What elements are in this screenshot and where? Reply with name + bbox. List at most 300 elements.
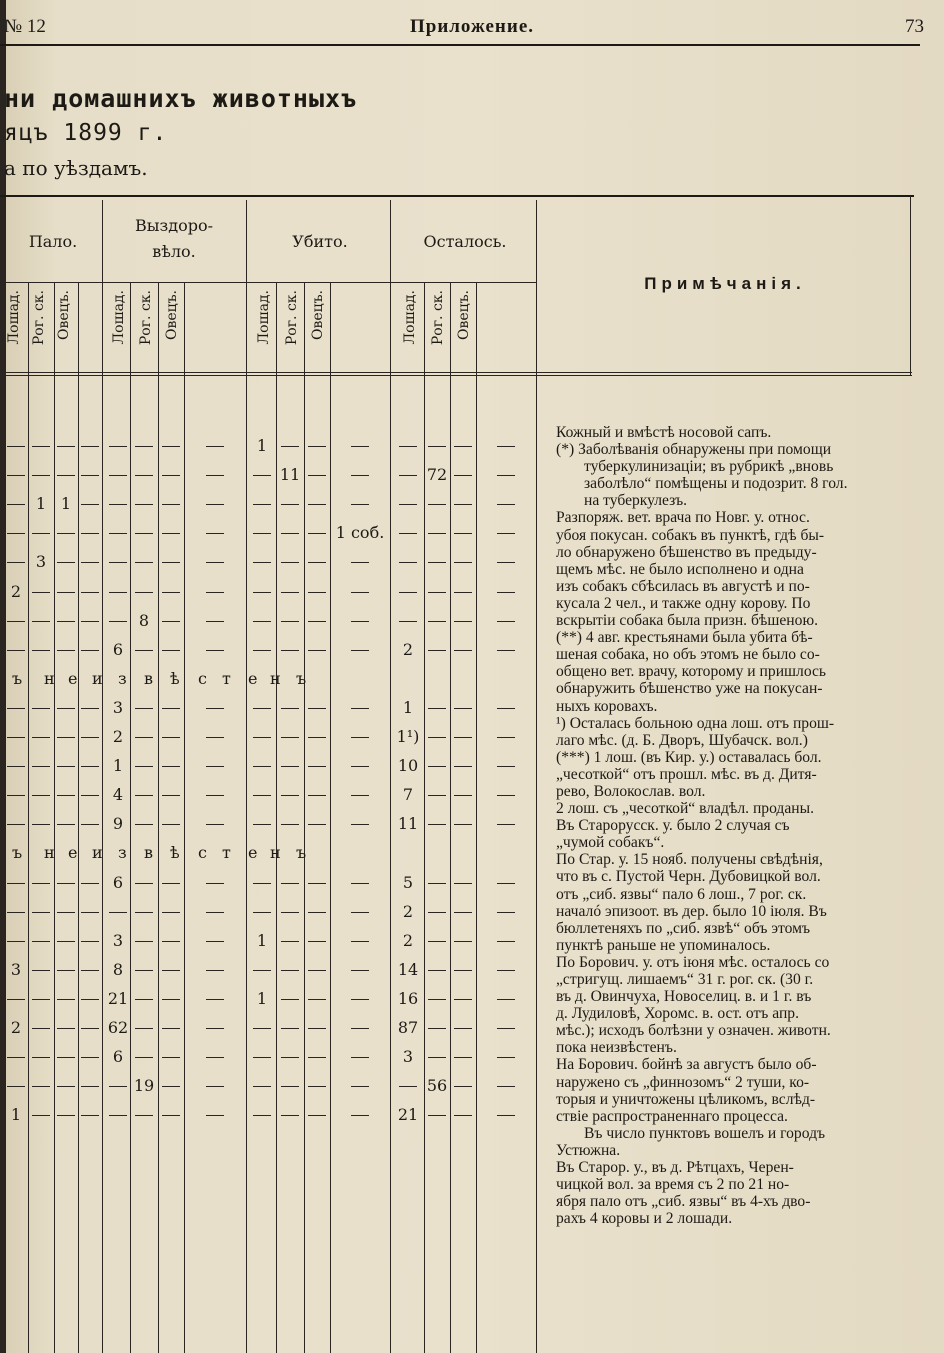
table-cell-dash [32,766,50,767]
table-title-line1: ни домашнихъ животныхъ [4,84,358,113]
table-cell-dash [281,766,299,767]
table-cell-value: 3 [402,1047,414,1067]
table-cell-dash [454,737,472,738]
table-cell-dash [253,1086,271,1087]
table-cell-dash [109,1115,127,1116]
table-cell-dash [428,999,446,1000]
table-cell-dash [32,1028,50,1029]
table-cell-dash [454,475,472,476]
table-cell-dash [497,1086,515,1087]
notes-line: По Борович. у. отъ іюня мѣс. осталось со [556,953,830,971]
table-cell-dash [399,533,417,534]
table-cell-dash [497,737,515,738]
header-bottom-rule [6,372,912,373]
table-cell-dash [351,912,369,913]
notes-header: Примѣчанія. [644,274,806,293]
table-cell-dash [206,941,224,942]
spread-letter: и [92,668,103,688]
notes-line: ло обнаружено бѣшенство въ предыду- [556,543,817,561]
table-cell-dash [57,883,75,884]
table-cell-dash [497,562,515,563]
table-cell-dash [454,621,472,622]
table-cell-dash [81,562,99,563]
table-cell-dash [206,621,224,622]
table-cell-dash [162,1115,180,1116]
spread-letter: т [222,668,231,688]
table-cell-dash [57,970,75,971]
table-cell-value: 3 [35,552,47,572]
sub-header-rog-sk: Рог. ск. [138,290,154,346]
spread-letter: н [44,843,55,863]
table-cell-dash [206,883,224,884]
table-cell-dash [281,650,299,651]
table-cell-dash [308,708,326,709]
table-cell-value: 8 [112,959,124,979]
table-cell-dash [7,795,25,796]
table-cell-dash [281,562,299,563]
table-cell-dash [57,708,75,709]
table-cell-value: 10 [397,756,419,776]
notes-line: „чумой собакъ“. [556,834,665,852]
table-cell-dash [497,446,515,447]
table-cell-dash [57,824,75,825]
table-cell-value: 6 [112,639,124,659]
table-cell-dash [135,737,153,738]
table-cell-dash [281,1086,299,1087]
spread-letter: е [248,843,258,863]
table-cell-dash [7,941,25,942]
table-cell-dash [206,970,224,971]
notes-line: Въ Старор. у., въ д. Рѣтцахъ, Черен- [556,1159,794,1177]
table-cell-dash [135,708,153,709]
table-cell-value: 1 [112,756,124,776]
table-cell-dash [351,650,369,651]
notes-line: общено вет. врачу, которому и пришлось [556,663,827,681]
spread-letter: в [144,843,154,863]
table-cell-dash [497,970,515,971]
table-title-line3: а по уѣздамъ. [4,156,148,180]
table-cell-dash [7,883,25,884]
table-cell-dash [497,533,515,534]
table-cell-dash [428,562,446,563]
table-vertical-rule [304,282,305,1353]
table-cell-value: 16 [397,988,419,1008]
spread-letter: ъ [296,843,307,863]
table-cell-dash [454,999,472,1000]
spread-letter: н [270,668,281,688]
table-cell-dash [428,941,446,942]
table-cell-value: 3 [112,930,124,950]
table-cell-dash [57,475,75,476]
table-cell-dash [81,446,99,447]
notes-line: торыя и уничтожены цѣликомъ, вслѣд- [556,1090,816,1108]
sub-header-ovets: Овецъ. [56,290,72,341]
table-cell-value: 1 [402,697,414,717]
table-cell-dash [308,475,326,476]
spread-letter: и [92,843,103,863]
table-cell-dash [206,1086,224,1087]
notes-line: Кожный и вмѣстѣ носовой сапъ. [556,424,772,441]
table-cell-dash [399,504,417,505]
table-cell-dash [206,533,224,534]
notes-line: Разпоряж. вет. врача по Новг. у. относ. [556,509,810,527]
notes-line: шеная собака, но объ этомъ не было со- [556,646,820,664]
table-cell-dash [351,621,369,622]
table-cell-value: 87 [397,1018,419,1037]
table-vertical-rule [910,196,911,376]
table-cell-value: 2 [112,727,124,746]
table-cell-dash [497,883,515,884]
table-cell-value: 1 [60,494,72,514]
table-cell-dash [351,999,369,1000]
table-cell-dash [497,650,515,651]
notes-line: отъ „сиб. язвы“ пало 6 лош., 7 рог. ск. [556,885,807,903]
table-cell-dash [206,737,224,738]
table-cell-dash [253,970,271,971]
table-cell-dash [135,562,153,563]
table-cell-value: 1 соб. [335,523,385,543]
table-cell-dash [109,592,127,593]
table-cell-value: 62 [107,1018,129,1037]
table-cell-dash [428,883,446,884]
table-cell-dash [253,650,271,651]
table-cell-dash [428,504,446,505]
notes-line: ября пало отъ „сиб. язвы“ въ 4-хъ дво- [556,1193,811,1211]
table-cell-dash [308,533,326,534]
table-cell-dash [351,1086,369,1087]
table-cell-dash [7,533,25,534]
notes-line: „стригущ. лишаемъ“ 31 г. рог. ск. (30 г. [556,971,814,988]
notes-line: 2 лош. съ „чесоткой“ владѣл. проданы. [556,800,815,818]
table-cell-dash [135,970,153,971]
table-cell-dash [32,912,50,913]
table-cell-dash [206,1115,224,1116]
table-cell-dash [351,1028,369,1029]
table-cell-dash [32,1086,50,1087]
table-cell-dash [32,941,50,942]
table-cell-value: 2 [10,581,22,601]
table-cell-dash [32,999,50,1000]
table-cell-dash [32,621,50,622]
table-cell-dash [454,1028,472,1029]
notes-line: Въ число пунктовъ вошелъ и городъ [584,1124,826,1142]
group-header-vyzdorovelo-2: вѣло. [152,242,196,261]
table-cell-dash [7,621,25,622]
table-cell-dash [281,446,299,447]
table-cell-dash [162,1057,180,1058]
table-cell-dash [428,592,446,593]
page-binding-edge [0,0,6,1353]
table-cell-dash [135,1115,153,1116]
table-cell-dash [7,766,25,767]
table-cell-dash [351,970,369,971]
sub-header-rog-sk: Рог. ск. [430,290,446,346]
table-cell-dash [497,592,515,593]
table-cell-dash [454,650,472,651]
table-cell-dash [162,562,180,563]
table-cell-dash [135,533,153,534]
table-cell-dash [428,824,446,825]
table-cell-dash [253,562,271,563]
table-cell-dash [206,766,224,767]
table-cell-dash [454,708,472,709]
issue-number: № 12 [4,16,46,37]
table-cell-dash [7,1057,25,1058]
sub-header-loshad: Лошад. [402,290,418,345]
table-cell-dash [162,999,180,1000]
table-cell-dash [497,999,515,1000]
notes-column [556,424,912,1227]
table-cell-dash [57,621,75,622]
notes-line: туберкулинизаціи; въ рубрикѣ „вновь [584,458,834,476]
table-cell-dash [428,737,446,738]
header-bottom-rule [6,375,912,376]
table-cell-dash [7,737,25,738]
table-cell-dash [497,475,515,476]
table-cell-dash [135,766,153,767]
table-cell-dash [428,795,446,796]
table-cell-dash [135,446,153,447]
table-cell-value: 9 [112,814,124,834]
table-cell-dash [81,621,99,622]
table-cell-dash [454,912,472,913]
table-cell-dash [281,533,299,534]
notes-line: началó эпизоот. въ дер. было 10 іюля. Въ [556,902,827,920]
table-cell-dash [162,941,180,942]
table-cell-value: 56 [426,1076,448,1096]
table-cell-dash [206,562,224,563]
table-cell-dash [428,766,446,767]
table-cell-dash [497,941,515,942]
table-cell-dash [497,912,515,913]
table-cell-dash [135,592,153,593]
table-cell-dash [281,941,299,942]
table-cell-dash [308,650,326,651]
table-cell-dash [308,883,326,884]
spread-letter: ѣ [170,843,180,863]
notes-line: рахъ 4 коровы и 2 лошади. [556,1210,733,1228]
table-cell-dash [32,592,50,593]
table-cell-dash [253,1115,271,1116]
table-cell-dash [206,999,224,1000]
table-cell-dash [57,533,75,534]
table-cell-value: 1¹) [396,727,420,746]
table-cell-dash [162,621,180,622]
notes-line: бюллетеняхъ по „сиб. язвѣ“ объ этомъ [556,919,811,937]
table-cell-dash [57,999,75,1000]
table-cell-dash [162,650,180,651]
notes-line: ствіе распространеннаго процесса. [556,1107,788,1125]
notes-line: ныхъ коровахъ. [556,697,658,715]
table-cell-dash [32,475,50,476]
table-cell-dash [109,912,127,913]
table-cell-dash [454,824,472,825]
table-cell-value: 5 [402,872,414,892]
table-cell-value: 2 [402,901,414,921]
table-cell-dash [308,504,326,505]
table-cell-dash [281,621,299,622]
table-cell-dash [351,795,369,796]
table-cell-dash [454,562,472,563]
notes-line: Устюжна. [556,1141,621,1159]
table-cell-dash [351,824,369,825]
table-cell-dash [135,504,153,505]
table-cell-dash [32,883,50,884]
table-vertical-rule [28,282,29,1353]
table-cell-dash [351,562,369,563]
table-cell-dash [162,1086,180,1087]
notes-line: пока неизвѣстенъ. [556,1039,677,1057]
table-cell-dash [162,592,180,593]
spread-letter: ъ [12,843,23,863]
table-cell-dash [162,970,180,971]
table-cell-dash [162,737,180,738]
table-cell-dash [253,504,271,505]
table-cell-dash [399,562,417,563]
table-cell-dash [253,621,271,622]
notes-line: д. Лудиловѣ, Хоромс. в. ост. отъ апр. [556,1005,800,1023]
table-cell-dash [206,912,224,913]
notes-line: рево, Волокослав. вол. [556,782,706,800]
table-cell-dash [162,708,180,709]
table-cell-dash [7,824,25,825]
table-cell-dash [57,650,75,651]
group-header-palo: Пало. [28,232,78,251]
group-header-vyzdorovelo-1: Выздоро- [135,216,213,235]
table-cell-dash [162,475,180,476]
table-cell-dash [253,795,271,796]
table-cell-value: 8 [138,610,150,630]
table-cell-dash [162,912,180,913]
table-vertical-rule [184,282,185,1353]
notes-line: На Борович. бойнѣ за августъ было об- [556,1056,817,1074]
table-cell-dash [454,883,472,884]
table-cell-dash [57,941,75,942]
table-cell-dash [308,1028,326,1029]
spread-letter: е [248,668,258,688]
table-cell-dash [497,708,515,709]
table-cell-dash [253,824,271,825]
table-cell-dash [253,1057,271,1058]
table-cell-dash [351,883,369,884]
notes-line: чицкой вол. за время съ 2 по 21 но- [556,1176,790,1194]
table-cell-value: 1 [256,436,268,455]
table-cell-dash [308,1057,326,1058]
spread-letter: е [68,843,78,863]
table-cell-dash [428,1115,446,1116]
table-cell-dash [32,1115,50,1116]
notes-line: мѣс.); исходъ болѣзни у означен. животн. [556,1022,831,1040]
table-cell-value: 3 [112,697,124,717]
notes-line: заболѣло“ помѣщены и подозрит. 8 гол. [584,475,848,493]
table-title-line2: яцъ 1899 г. [4,120,168,146]
table-cell-dash [81,912,99,913]
notes-line: (*) Заболѣванія обнаружены при помощи [556,441,832,459]
running-header-title: Приложение. [409,16,535,37]
table-cell-dash [135,650,153,651]
table-cell-dash [281,1057,299,1058]
table-cell-dash [351,737,369,738]
table-cell-dash [135,795,153,796]
table-cell-dash [162,824,180,825]
table-cell-dash [253,708,271,709]
group-header-ostalos: Осталось. [423,232,507,251]
table-cell-dash [253,1028,271,1029]
table-cell-dash [81,475,99,476]
table-cell-dash [281,824,299,825]
table-cell-dash [281,1115,299,1116]
table-cell-dash [57,795,75,796]
table-cell-dash [454,1115,472,1116]
table-cell-dash [351,1115,369,1116]
table-cell-dash [308,737,326,738]
table-cell-dash [281,970,299,971]
sub-header-rog-sk: Рог. ск. [284,290,300,346]
table-cell-dash [497,1057,515,1058]
table-cell-dash [57,766,75,767]
table-cell-dash [135,1057,153,1058]
table-cell-dash [497,504,515,505]
table-cell-dash [57,592,75,593]
table-cell-value: 2 [10,1018,22,1037]
notes-line: изъ собакъ сбѣсилась въ августѣ и по- [556,577,810,595]
sub-header-ovets: Овецъ. [164,290,180,341]
table-cell-dash [454,1086,472,1087]
table-cell-dash [135,1028,153,1029]
table-cell-dash [454,970,472,971]
notes-line: что въ с. Пустой Черн. Дубовицкой вол. [556,868,821,886]
table-cell-dash [32,446,50,447]
sub-header-rog-sk: Рог. ск. [31,290,47,346]
notes-line: По Стар. у. 15 нояб. получены свѣдѣнія, [556,851,823,869]
notes-line: „чесоткой“ отъ прошл. мѣс. въ д. Дитя- [556,765,817,783]
table-cell-dash [253,737,271,738]
table-cell-dash [399,592,417,593]
table-cell-dash [32,1057,50,1058]
table-cell-value: 1 [256,930,268,950]
notes-line: лаго мѣс. (д. Б. Дворъ, Шубачск. вол.) [556,731,808,749]
table-cell-dash [308,970,326,971]
table-cell-dash [162,533,180,534]
table-cell-dash [308,795,326,796]
table-cell-dash [81,1115,99,1116]
table-cell-dash [281,999,299,1000]
subheader-rule [6,282,536,283]
table-cell-dash [32,737,50,738]
table-cell-dash [7,912,25,913]
table-cell-dash [32,824,50,825]
notes-line: (**) 4 авг. крестьянами была убита бѣ- [556,629,813,647]
table-cell-dash [351,1057,369,1058]
table-cell-dash [81,1086,99,1087]
table-cell-dash [428,1057,446,1058]
notes-line: на туберкулезъ. [584,492,688,510]
table-cell-dash [308,912,326,913]
table-vertical-rule [330,282,331,1353]
sub-header-ovets: Овецъ. [456,290,472,341]
notes-line: убоя покусан. собакъ въ пунктѣ, гдѣ бы- [556,526,825,544]
table-cell-dash [308,621,326,622]
table-cell-dash [428,446,446,447]
table-cell-value: 19 [133,1076,155,1096]
table-cell-dash [57,1086,75,1087]
table-cell-dash [454,592,472,593]
notes-line: наружено съ „финнозомъ“ 2 туши, ко- [556,1073,810,1091]
table-cell-dash [281,708,299,709]
notes-line: Въ Старорусск. у. было 2 случая съ [556,817,790,835]
table-cell-dash [162,766,180,767]
table-cell-dash [7,1086,25,1087]
